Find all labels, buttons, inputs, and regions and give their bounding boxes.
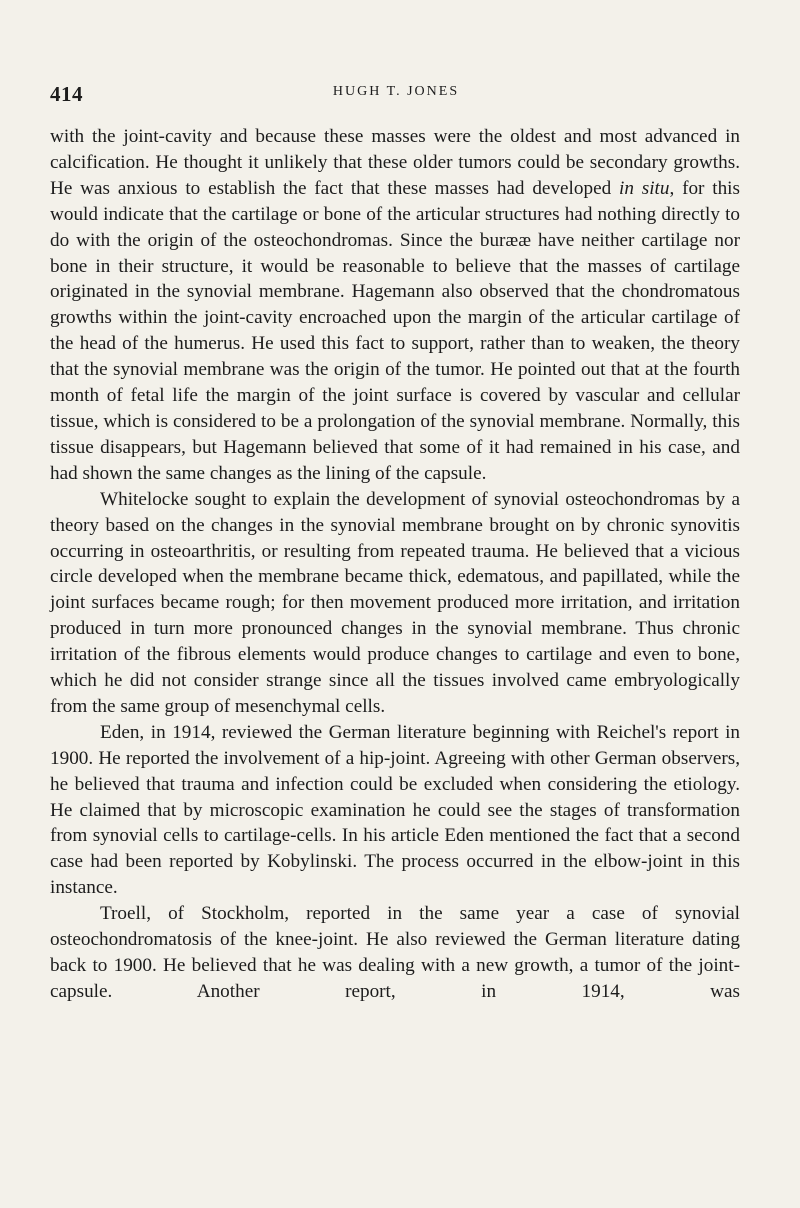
paragraph-text: , for this would indicate that the cartilage or bone of the articular structures had nothing directly to do with the origin of the osteochondromas. Since the burææ have neither cartilage nor bone in their structure, it would be reasonable to believe that the masses of cartilage originated in the synovial membrane. Hagemann also observed that the chondromatous growths within the joint-cavity encroached upon the margin of the articular cartilage of the head of the humerus. He used this fact to support, rather than to weaken, the theory that the synovial membrane was the origin of the tumor. He pointed out that at the fourth month of fetal life the margin of the joint surface is covered by vascular and cellular tissue, which is considered to be a prolongation of the synovial membrane. Normally, this tissue disappears, but Hagemann believed that some of it had remained in his case, and had shown the same changes as the lining of the capsule.	[50, 177, 740, 484]
running-head: HUGH T. JONES	[332, 84, 460, 99]
italic-phrase: in situ	[619, 177, 670, 199]
page-number: 414	[50, 82, 83, 106]
page-header	[50, 74, 742, 110]
paragraph-troell: Troell, of Stockholm, reported in the same year a case of synovial osteochondromatosis of the knee-joint. He also reviewed the German literature dating back to 1900. He believed that he was dealing with a new growth, a tumor of the joint-capsule. Another report, in 1914, was	[50, 903, 740, 1002]
paragraph-text: with the joint-cavity and because these masses were the oldest and most advanced in calcification. He thought it unlikely that these older tumors could be secondary growths. He was anxious to establish the fact that these masses had developed	[50, 126, 740, 199]
paragraph-whitelocke: Whitelocke sought to explain the development of synovial osteochondromas by a theory based on the changes in the synovial membrane brought on by chronic synovitis occurring in osteoarthritis, or resulting from repeated trauma. He believed that a vicious circle developed when the membrane became thick, edematous, and papillated, while the joint surfaces became rough; for then movement produced more irritation, and irritation produced in turn more pronounced changes in the synovial membrane. Thus chronic irritation of the fibrous elements would produce changes to cartilage and even to bone, which he did not consider strange since all the tissues involved came embryologically from the same group of mesenchymal cells.	[50, 488, 740, 717]
paragraph-eden: Eden, in 1914, reviewed the German literature beginning with Reichel's report in 1900. He reported the involvement of a hip-joint. Agreeing with other German observers, he believed that trauma and infection could be excluded when considering the etiology. He claimed that by microscopic examination he could see the stages of transformation from synovial cells to cartilage-cells. In his article Eden mentioned the fact that a second case had been reported by Kobylinski. The process occurred in the elbow-joint in this instance.	[50, 721, 740, 899]
body-text	[50, 124, 740, 1005]
paragraph-hagemann-continued	[50, 124, 740, 487]
